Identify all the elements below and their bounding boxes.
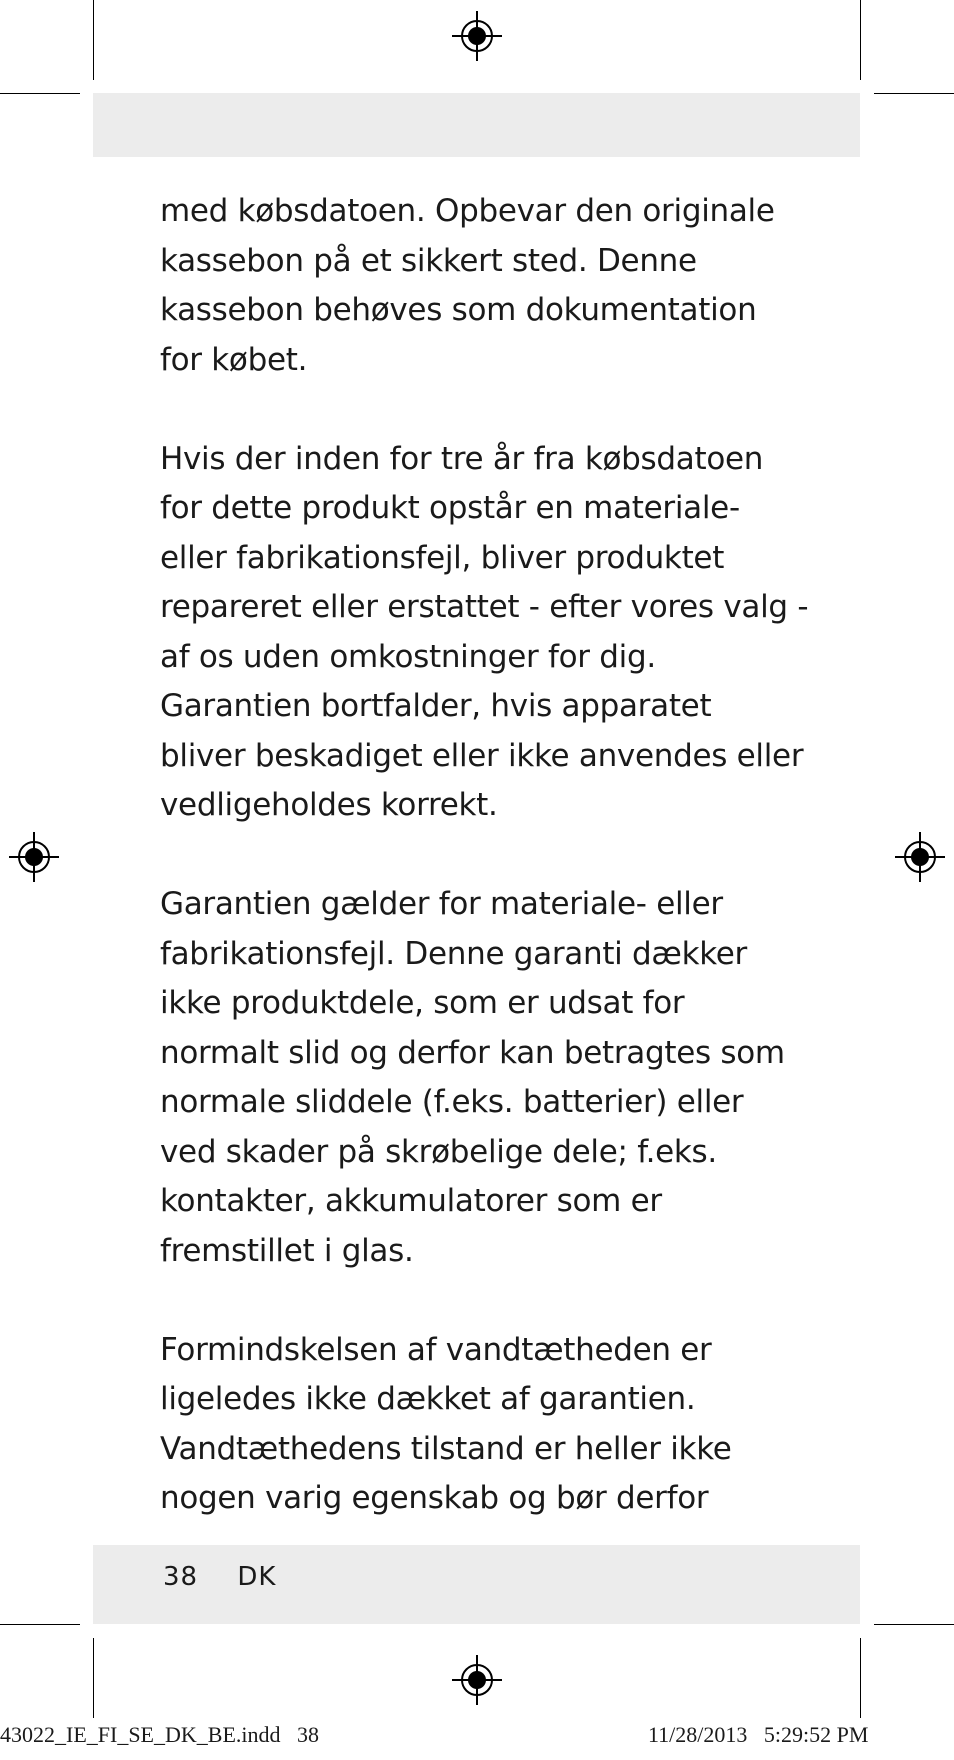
paragraph-warranty-period	[160, 435, 820, 831]
text-line: ikke produktdele, som er udsat for	[160, 985, 685, 1021]
text-line: kassebon på et sikkert sted. Denne	[160, 242, 697, 279]
registration-mark-right-icon	[895, 832, 945, 882]
text-line: ved skader på skrøbelige dele; f.eks.	[160, 1133, 717, 1170]
text-line: af os uden omkostninger for dig.	[160, 638, 656, 675]
crop-mark-top-right-horizontal	[874, 93, 954, 94]
text-line: normalt slid og derfor kan betragtes som	[160, 1034, 785, 1071]
body-text	[160, 187, 820, 1573]
text-line: for dette produkt opstår en materiale-	[160, 490, 740, 526]
paragraph-receipt	[160, 187, 820, 385]
page-footer	[163, 1562, 276, 1592]
text-line: fabrikationsfejl. Denne garanti dækker	[160, 935, 747, 972]
header-band	[93, 93, 860, 157]
text-line: Garantien gælder for materiale- eller	[160, 886, 723, 922]
text-line: eller fabrikationsfejl, bliver produktet	[160, 539, 725, 576]
text-line: Vandtæthedens tilstand er heller ikke	[160, 1430, 732, 1467]
language-code: DK	[237, 1562, 277, 1592]
paragraph-water-resistance	[160, 1326, 820, 1524]
crop-mark-bottom-right-horizontal	[874, 1624, 954, 1625]
text-line: kontakter, akkumulatorer som er	[160, 1183, 662, 1219]
text-line: ligeledes ikke dækket af garantien.	[160, 1381, 696, 1417]
text-line: Hvis der inden for tre år fra købsdatoen	[160, 440, 764, 477]
text-line: kassebon behøves som dokumentation	[160, 292, 757, 328]
text-line: normale sliddele (f.eks. batterier) eller	[160, 1084, 744, 1120]
crop-mark-top-right-vertical	[860, 0, 861, 80]
crop-mark-top-left-vertical	[93, 0, 94, 80]
text-line: vedligeholdes korrekt.	[160, 787, 498, 823]
slug-timestamp: 11/28/2013 5:29:52 PM	[648, 1722, 869, 1747]
page-number: 38	[163, 1562, 199, 1592]
text-line: repareret eller erstattet - efter vores valg -	[160, 589, 809, 625]
crop-mark-top-left-horizontal	[0, 93, 80, 94]
registration-mark-bottom-icon	[452, 1655, 502, 1705]
text-line: bliver beskadiget eller ikke anvendes eller	[160, 737, 804, 774]
crop-mark-bottom-left-horizontal	[0, 1624, 80, 1625]
text-line: for købet.	[160, 341, 308, 378]
text-line: fremstillet i glas.	[160, 1232, 414, 1269]
registration-mark-top-icon	[452, 11, 502, 61]
slug-file-name: 43022_IE_FI_SE_DK_BE.indd 38	[0, 1722, 319, 1747]
crop-mark-bottom-left-vertical	[93, 1638, 94, 1718]
text-line: Formindskelsen af vandtætheden er	[160, 1331, 712, 1368]
registration-mark-left-icon	[9, 832, 59, 882]
paragraph-warranty-scope	[160, 880, 820, 1276]
crop-mark-bottom-right-vertical	[860, 1638, 861, 1718]
text-line: med købsdatoen. Opbevar den originale	[160, 193, 775, 229]
text-line: Garantien bortfalder, hvis apparatet	[160, 688, 712, 724]
text-line: nogen varig egenskab og bør derfor	[160, 1480, 709, 1516]
